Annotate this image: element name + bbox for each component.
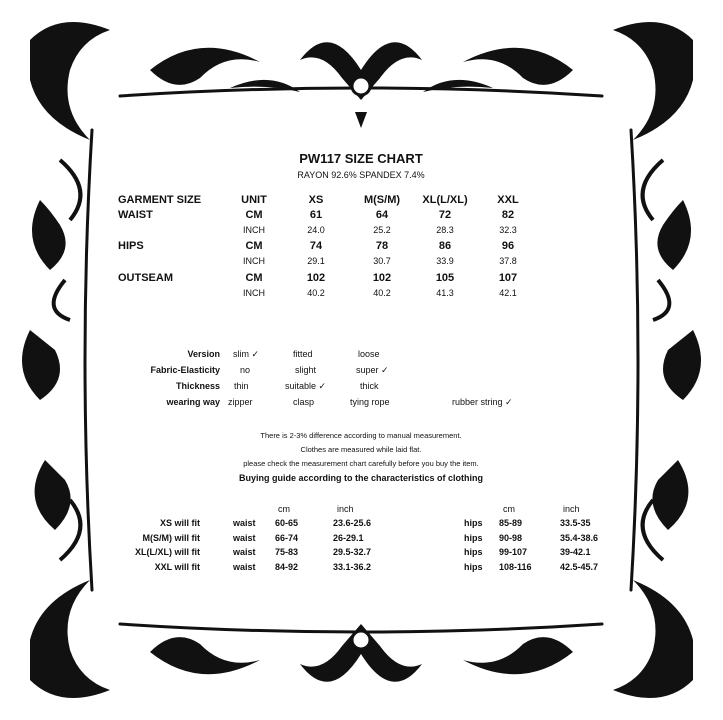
page-title: PW117 SIZE CHART (299, 151, 423, 166)
table-cell: 84-92 (275, 562, 299, 572)
char-option: suitable ✓ (285, 381, 327, 391)
guide-col-cm: cm (503, 504, 515, 514)
char-label-version: Version (187, 349, 220, 359)
unit-inch: INCH (243, 256, 265, 266)
header-xs: XS (308, 194, 324, 206)
table-cell: 99-107 (499, 547, 528, 557)
table-cell: 86 (438, 240, 452, 252)
char-option: slight (295, 365, 317, 375)
table-cell: 28.3 (436, 225, 454, 235)
char-label-wearing-way: wearing way (166, 397, 220, 407)
table-cell: 26-29.1 (333, 533, 364, 543)
unit-cm: CM (245, 209, 263, 221)
header-xl: XL(L/XL) (422, 194, 468, 206)
guide-row-label: M(S/M) will fit (142, 533, 200, 543)
table-cell: 107 (498, 272, 518, 284)
header-xxl: XXL (497, 194, 519, 206)
char-option: rubber string ✓ (452, 397, 513, 407)
char-option: zipper (228, 397, 253, 407)
table-cell: 75-83 (275, 547, 299, 557)
table-cell: 85-89 (499, 518, 523, 528)
table-cell: 78 (375, 240, 389, 252)
table-cell: 72 (438, 209, 452, 221)
char-label-thickness: Thickness (175, 381, 220, 391)
char-option: thick (360, 381, 379, 391)
note-line: There is 2-3% difference according to manual measurement. (260, 431, 462, 440)
table-cell: 35.4-38.6 (560, 533, 599, 543)
table-cell: waist (233, 562, 256, 572)
table-cell: 74 (309, 240, 323, 252)
table-cell: 37.8 (499, 256, 517, 266)
unit-inch: INCH (243, 225, 265, 235)
table-cell: 25.2 (373, 225, 391, 235)
table-cell: 96 (501, 240, 515, 252)
table-cell: 23.6-25.6 (333, 518, 372, 528)
table-cell: 60-65 (275, 518, 299, 528)
char-option: slim ✓ (233, 349, 260, 359)
table-cell: 24.0 (307, 225, 325, 235)
row-label-hips: HIPS (118, 240, 144, 252)
table-cell: 105 (435, 272, 455, 284)
table-cell: 33.9 (436, 256, 454, 266)
table-cell: 41.3 (436, 288, 454, 298)
char-option: no (240, 365, 251, 375)
table-cell: 82 (501, 209, 515, 221)
guide-row-label: XXL will fit (154, 562, 200, 572)
table-cell: 40.2 (373, 288, 391, 298)
note-line: Clothes are measured while laid flat. (300, 445, 422, 454)
guide-col-inch: inch (337, 504, 354, 514)
header-garment-size: GARMENT SIZE (118, 194, 202, 206)
table-cell: 42.1 (499, 288, 517, 298)
table-cell: 29.1 (307, 256, 325, 266)
guide-title: Buying guide according to the characteristics of clothing (238, 473, 484, 483)
char-option: fitted (293, 349, 313, 359)
header-unit: UNIT (241, 194, 267, 206)
char-option: thin (234, 381, 249, 391)
guide-col-inch: inch (563, 504, 580, 514)
table-cell: 102 (372, 272, 392, 284)
char-option: clasp (293, 397, 315, 407)
row-label-waist: WAIST (118, 209, 153, 221)
table-cell: hips (464, 518, 483, 528)
table-cell: 61 (309, 209, 323, 221)
char-option: super ✓ (356, 365, 389, 375)
table-cell: 32.3 (499, 225, 517, 235)
unit-cm: CM (245, 272, 263, 284)
row-label-outseam: OUTSEAM (118, 272, 173, 284)
table-cell: hips (464, 562, 483, 572)
char-label-elasticity: Fabric-Elasticity (150, 365, 220, 375)
table-cell: hips (464, 547, 483, 557)
char-option: loose (358, 349, 380, 359)
table-cell: 29.5-32.7 (333, 547, 372, 557)
header-m: M(S/M) (363, 194, 401, 206)
note-line: please check the measurement chart carefully before you buy the item. (243, 459, 479, 468)
table-cell: 108-116 (499, 562, 532, 572)
table-cell: 90-98 (499, 533, 523, 543)
table-cell: 102 (306, 272, 326, 284)
table-cell: 64 (375, 209, 389, 221)
unit-inch: INCH (243, 288, 265, 298)
unit-cm: CM (245, 240, 263, 252)
table-cell: hips (464, 533, 483, 543)
table-cell: waist (233, 547, 256, 557)
guide-col-cm: cm (278, 504, 290, 514)
composition: RAYON 92.6% SPANDEX 7.4% (297, 170, 425, 180)
table-cell: 42.5-45.7 (560, 562, 599, 572)
char-option: tying rope (350, 397, 390, 407)
guide-row-label: XS will fit (159, 518, 200, 528)
table-cell: 33.5-35 (560, 518, 591, 528)
table-cell: 33.1-36.2 (333, 562, 372, 572)
guide-row-label: XL(L/XL) will fit (135, 547, 200, 557)
table-cell: 66-74 (275, 533, 299, 543)
table-cell: 39-42.1 (560, 547, 591, 557)
table-cell: waist (233, 533, 256, 543)
table-cell: 30.7 (373, 256, 391, 266)
table-cell: 40.2 (307, 288, 325, 298)
table-cell: waist (233, 518, 256, 528)
